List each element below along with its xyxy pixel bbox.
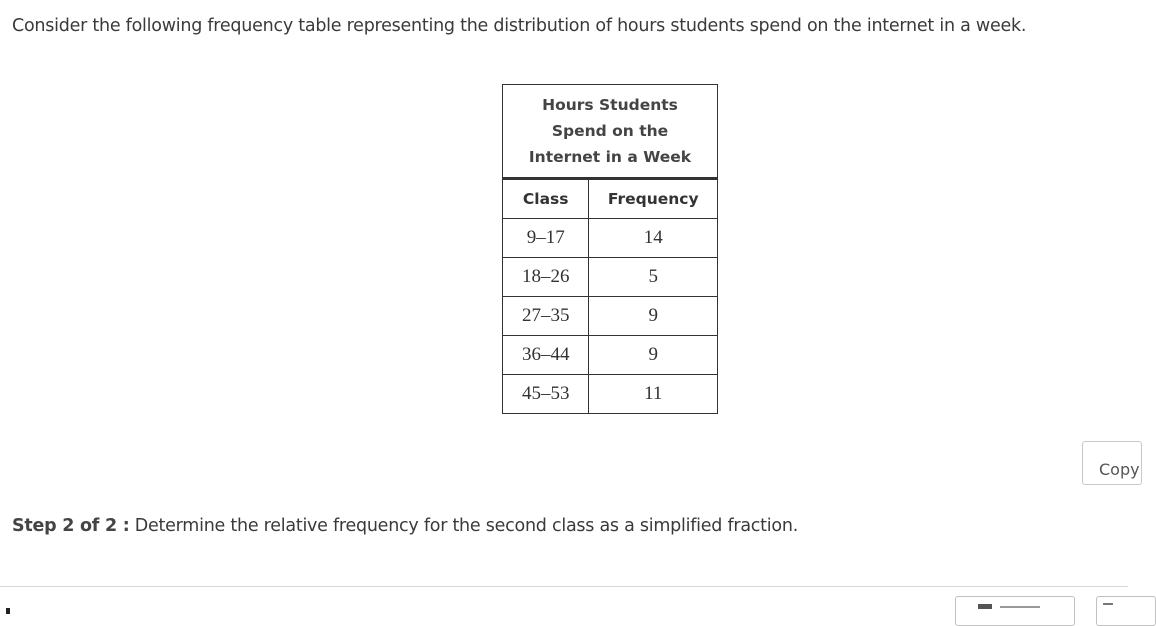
frequency-cell: 11 <box>589 375 718 414</box>
table-row <box>503 219 718 258</box>
tool-icon <box>1103 603 1113 605</box>
table-row <box>503 336 718 375</box>
problem-intro: Consider the following frequency table representing the distribution of hours students spend on the internet in a week. <box>12 16 1027 36</box>
copy-data-button[interactable]: Copy <box>1082 441 1142 485</box>
table-header-row <box>503 179 718 219</box>
class-cell: 27–35 <box>503 297 589 336</box>
column-header-frequency: Frequency <box>589 179 718 219</box>
table-row <box>503 297 718 336</box>
step-label: Step 2 of 2 : <box>12 516 130 536</box>
table-row <box>503 375 718 414</box>
table-caption-line: Spend on the <box>551 122 669 140</box>
frequency-cell: 14 <box>589 219 718 258</box>
frequency-cell: 9 <box>589 336 718 375</box>
class-cell: 45–53 <box>503 375 589 414</box>
answer-marker-icon <box>6 608 10 614</box>
table-row <box>503 258 718 297</box>
table-caption <box>503 85 718 179</box>
step-text: Determine the relative frequency for the second class as a simplified fraction. <box>129 516 799 536</box>
column-header-class: Class <box>503 179 589 219</box>
table-caption-row <box>503 85 718 179</box>
frequency-cell: 5 <box>589 258 718 297</box>
section-divider <box>0 586 1128 587</box>
frequency-cell: 9 <box>589 297 718 336</box>
class-cell: 36–44 <box>503 336 589 375</box>
class-cell: 9–17 <box>503 219 589 258</box>
table-caption-line: Internet in a Week <box>528 148 692 166</box>
answer-tool-button-secondary[interactable] <box>1096 596 1156 626</box>
keyboard-icon <box>978 604 992 609</box>
tool-label-placeholder <box>1000 606 1040 608</box>
answer-tool-button[interactable] <box>955 596 1075 626</box>
class-cell: 18–26 <box>503 258 589 297</box>
table-caption-line: Hours Students <box>542 96 678 114</box>
step-instruction <box>12 516 798 536</box>
frequency-table <box>502 84 718 414</box>
